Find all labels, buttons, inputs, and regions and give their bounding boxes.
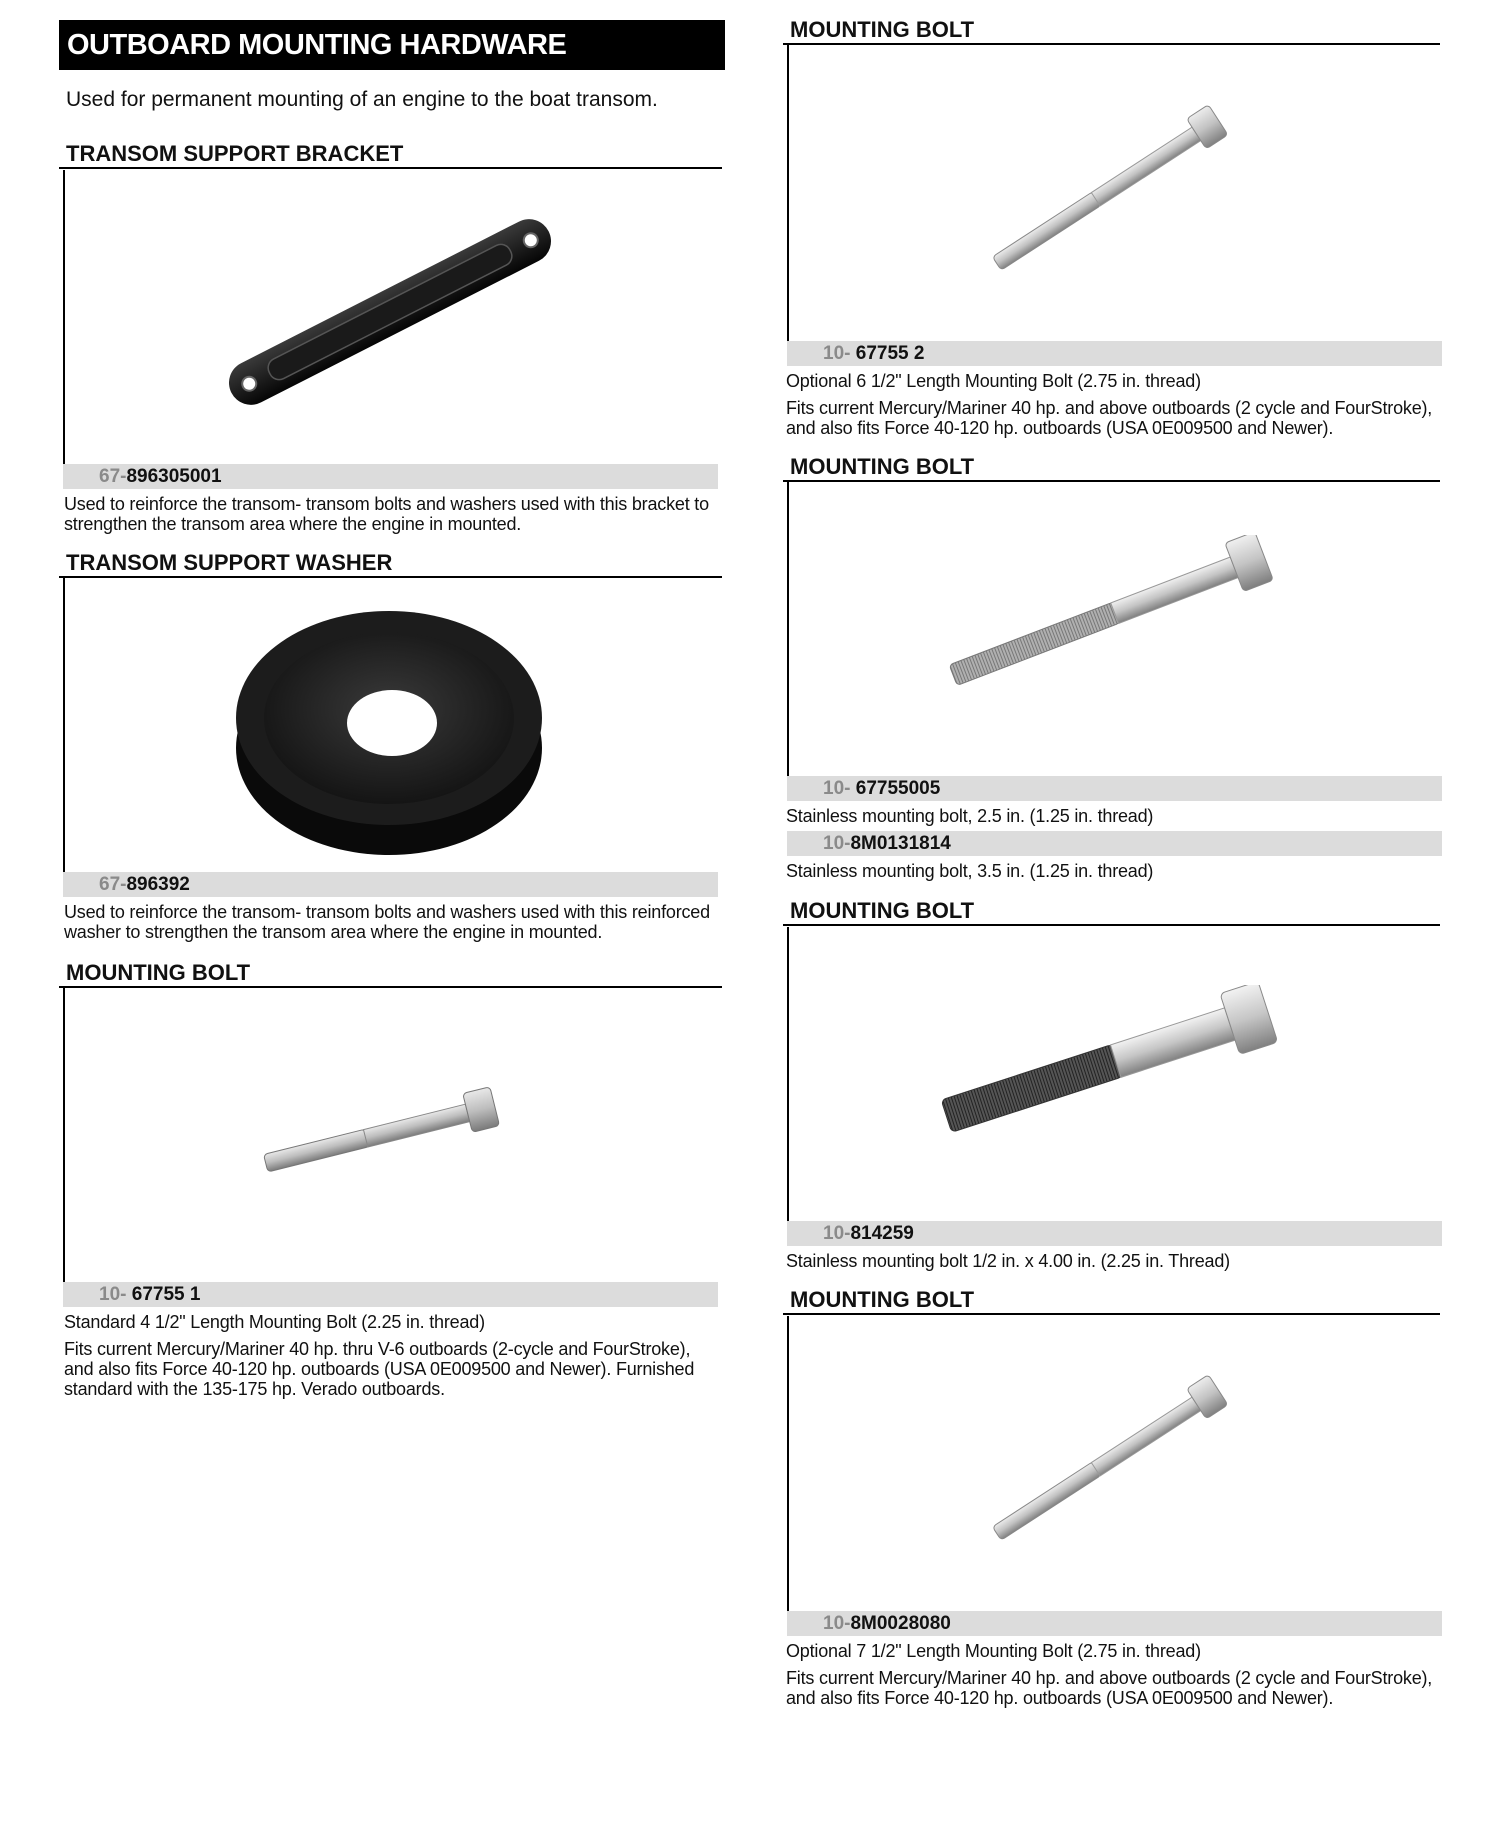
bolt5-image-frame	[787, 1316, 797, 1611]
bolt2-line-1: Optional 6 1/2" Length Mounting Bolt (2.75 in. thread)	[786, 371, 1201, 391]
washer-desc-2: washer to strengthen the transom area where the engine in mounted.	[64, 922, 603, 942]
bolt2-section-title: MOUNTING BOLT	[783, 17, 1440, 45]
transom-washer-image	[232, 598, 547, 860]
bolt3-section-title: MOUNTING BOLT	[783, 454, 1440, 482]
washer-image-frame	[63, 578, 73, 872]
mounting-bolt-3-image	[935, 535, 1285, 695]
mounting-bolt-4-image	[930, 985, 1290, 1140]
mounting-bolt-1-image	[255, 1085, 520, 1180]
bolt2-image-frame	[787, 45, 797, 341]
bolt5-line-1: Optional 7 1/2" Length Mounting Bolt (2.75 in. thread)	[786, 1641, 1201, 1661]
transom-bracket-image	[205, 210, 575, 415]
intro-text: Used for permanent mounting of an engine to the boat transom.	[66, 88, 658, 111]
bolt4-section-title: MOUNTING BOLT	[783, 898, 1440, 926]
bolt1-image-frame	[63, 988, 73, 1282]
washer-desc-1: Used to reinforce the transom- transom bolts and washers used with this reinforced	[64, 902, 710, 922]
bolt5-part-number: 10-8M0028080	[787, 1611, 1442, 1636]
mounting-bolt-5-image	[970, 1370, 1250, 1550]
bolt1-desc-2: and also fits Force 40-120 hp. outboards (USA 0E009500 and Newer). Furnished	[64, 1359, 695, 1379]
bracket-desc-2: strengthen the transom area where the engine in mounted.	[64, 514, 522, 534]
bolt2-part-number: 10- 67755 2	[787, 341, 1442, 366]
mounting-bolt-2-image	[970, 100, 1250, 280]
page-title: OUTBOARD MOUNTING HARDWARE	[59, 20, 725, 70]
bolt3-part-number: 10- 67755005	[787, 776, 1442, 801]
bolt2-desc-1: Fits current Mercury/Mariner 40 hp. and above outboards (2 cycle and FourStroke),	[786, 398, 1433, 418]
bolt5-desc-2: and also fits Force 40-120 hp. outboards (USA 0E009500 and Newer).	[786, 1688, 1334, 1708]
bolt3-line-1: Stainless mounting bolt, 2.5 in. (1.25 in. thread)	[786, 806, 1154, 826]
bolt1-desc-1: Fits current Mercury/Mariner 40 hp. thru V-6 outboards (2-cycle and FourStroke),	[64, 1339, 691, 1359]
bolt3-part-number-2: 10-8M0131814	[787, 831, 1442, 856]
bracket-image-frame	[63, 170, 73, 464]
bolt3-line-2: Stainless mounting bolt, 3.5 in. (1.25 in. thread)	[786, 861, 1154, 881]
washer-part-number: 67-896392	[63, 872, 718, 897]
bracket-part-number: 67-896305001	[63, 464, 718, 489]
bolt4-line-1: Stainless mounting bolt 1/2 in. x 4.00 in. (2.25 in. Thread)	[786, 1251, 1230, 1271]
bolt2-desc-2: and also fits Force 40-120 hp. outboards (USA 0E009500 and Newer).	[786, 418, 1334, 438]
bolt5-desc-1: Fits current Mercury/Mariner 40 hp. and above outboards (2 cycle and FourStroke),	[786, 1668, 1433, 1688]
bolt1-line-1: Standard 4 1/2" Length Mounting Bolt (2.25 in. thread)	[64, 1312, 485, 1332]
bolt4-part-number: 10-814259	[787, 1221, 1442, 1246]
bracket-section-title: TRANSOM SUPPORT BRACKET	[59, 141, 722, 169]
bolt5-section-title: MOUNTING BOLT	[783, 1287, 1440, 1315]
bracket-desc-1: Used to reinforce the transom- transom bolts and washers used with this bracket to	[64, 494, 709, 514]
bolt4-image-frame	[787, 927, 797, 1221]
washer-section-title: TRANSOM SUPPORT WASHER	[59, 550, 722, 578]
bolt1-part-number: 10- 67755 1	[63, 1282, 718, 1307]
bolt1-section-title: MOUNTING BOLT	[59, 960, 722, 988]
bolt1-desc-3: standard with the 135-175 hp. Verado outboards.	[64, 1379, 445, 1399]
bolt3-image-frame	[787, 482, 797, 776]
